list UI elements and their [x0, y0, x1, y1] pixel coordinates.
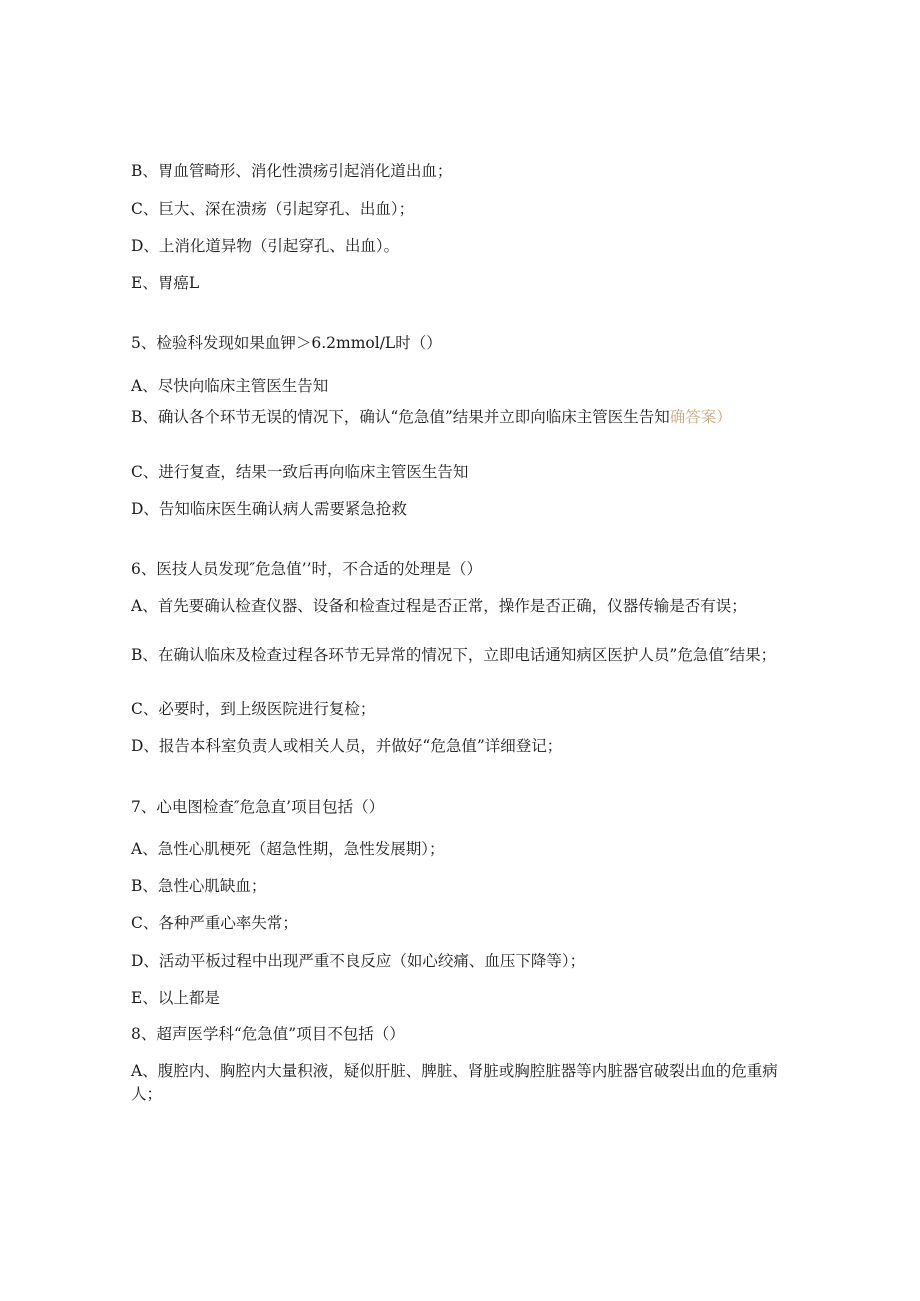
q5-option-a: A、尽快向临床主管医生告知 — [131, 377, 329, 395]
prev-option-d: D、上消化道异物（引起穿孔、出血）。 — [131, 237, 400, 255]
q5-option-b — [131, 406, 791, 429]
q7-option-e: E、以上都是 — [131, 989, 220, 1007]
prev-option-c: C、巨大、深在溃疡（引起穿孔、出血）； — [131, 200, 415, 218]
q7-option-d: D、活动平板过程中出现严重不良反应（如心绞痛、血压下降等）； — [131, 952, 586, 970]
q6-stem: 6、医技人员发现″危急值’’时，不合适的处理是（） — [131, 560, 483, 578]
q5-option-d: D、告知临床医生确认病人需要紧急抢救 — [131, 500, 407, 518]
q6-option-b: B、在确认临床及检查过程各环节无异常的情况下，立即电话通知病区医护人员”危急值″结果； — [131, 646, 777, 664]
q5-stem: 5、检验科发现如果血钾＞6.2mmol∕L时（） — [131, 334, 442, 352]
q5-option-b-answer: 确答案） — [669, 408, 732, 426]
q5-option-c: C、进行复查，结果一致后再向临床主管医生告知 — [131, 463, 469, 481]
q6-option-c: C、必要时，到上级医院进行复检； — [131, 700, 376, 718]
q5-option-b-text: B、确认各个环节无误的情况下，确认“危急值”结果并立即向临床主管医生告知 — [131, 408, 670, 426]
q7-option-c: C、各种严重心率失常； — [131, 914, 298, 932]
prev-option-e: E、胃癌L — [131, 274, 200, 292]
q6-option-a: A、首先要确认检查仪器、设备和检查过程是否正常，操作是否正确，仪器传输是否有误； — [131, 597, 747, 615]
q8-option-a: A、腹腔内、胸腔内大量积液，疑似肝脏、脾脏、肾脏或胸腔脏器等内脏器官破裂出血的危重病人； — [131, 1062, 778, 1103]
q8-stem: 8、超声医学科“危急值”项目不包括（） — [131, 1025, 405, 1043]
q7-option-a: A、急性心肌梗死（超急性期，急性发展期）； — [131, 840, 445, 858]
q6-option-d: D、报告本科室负责人或相关人员，并做好“危急值”详细登记； — [131, 737, 563, 755]
q7-stem: 7、心电图检查″危急直’项目包括（） — [131, 798, 385, 816]
prev-option-b: B、胃血管畸形、消化性溃疡引起消化道出血； — [131, 162, 453, 180]
q7-option-b: B、急性心肌缺血； — [131, 877, 267, 895]
